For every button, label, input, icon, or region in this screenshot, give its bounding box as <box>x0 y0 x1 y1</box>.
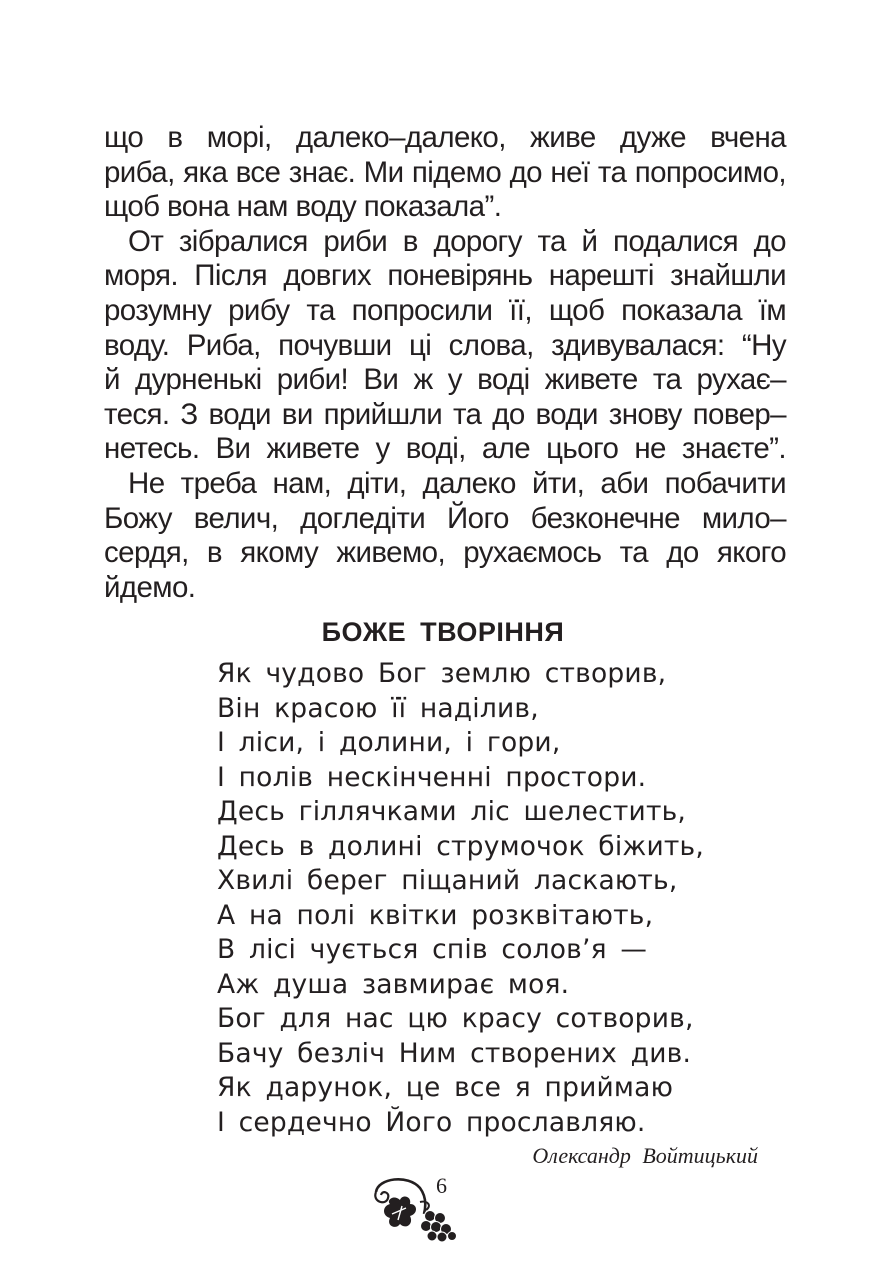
prose-line: От зібралися риби в дорогу та й подалися до <box>128 224 786 258</box>
poem-verse: Аж душа завмирає моя. <box>217 968 570 1000</box>
poem-verse: І ліси, і долини, і гори, <box>217 727 561 759</box>
poem-verse: Як дарунок, це все я приймаю <box>217 1072 674 1104</box>
prose-line: Божу велич, догледіти Його безконечне мило– <box>104 501 786 535</box>
page-number: 6 <box>436 1173 447 1199</box>
prose-body <box>104 121 786 605</box>
poem-verse: А на полі квітки розквітають, <box>217 899 654 931</box>
prose-line: Не треба нам, діти, далеко йти, аби побачити <box>128 466 786 500</box>
prose-line: сердя, в якому живемо, рухаємось та до якого <box>104 536 786 570</box>
page-footer <box>368 1174 886 1244</box>
poem-verse: Бог для нас цю красу сотворив, <box>217 1003 694 1035</box>
poem-verse: В лісі чується спів солов’я — <box>217 934 648 966</box>
prose-line: нетесь. Ви живете у воді, але цього не знаєте”. <box>104 432 786 466</box>
poem-author: Олександр Войтицький <box>532 1143 758 1169</box>
poem-verse: Він красою її наділив, <box>217 692 539 724</box>
prose-line: розумну рибу та попросили її, щоб показала їм <box>104 293 786 327</box>
poem-verse: І полів нескінченні простори. <box>217 761 647 793</box>
prose-line: йдемо. <box>104 570 196 604</box>
poem-verse: Десь в долині струмочок біжить, <box>217 830 704 862</box>
prose-line: що в морі, далеко–далеко, живе дуже вчена <box>104 121 786 154</box>
poem-body <box>217 657 817 1140</box>
poem-verse: Бачу безліч Ним створених див. <box>217 1037 692 1069</box>
prose-line: моря. Після довгих поневірянь нарешті знайшли <box>104 259 786 293</box>
prose-line: й дурненькі риби! Ви ж у воді живете та рухає– <box>104 363 786 397</box>
prose-line: теся. З води ви прийшли та до води знову повер– <box>104 397 786 431</box>
prose-line: риба, яка все знає. Ми підемо до неї та попросимо, <box>104 155 786 189</box>
poem-verse: І сердечно Його прославляю. <box>217 1106 646 1138</box>
poem-verse: Хвилі берег піщаний ласкають, <box>217 865 678 897</box>
prose-line: воду. Риба, почувши ці слова, здивувалася: “Ну <box>104 328 786 362</box>
poem-title: БОЖЕ ТВОРІННЯ <box>321 617 565 648</box>
poem-verse: Як чудово Бог землю створив, <box>217 658 667 690</box>
prose-line: щоб вона нам воду показала”. <box>104 190 502 224</box>
poem-verse: Десь гіллячками ліс шелестить, <box>217 796 687 828</box>
